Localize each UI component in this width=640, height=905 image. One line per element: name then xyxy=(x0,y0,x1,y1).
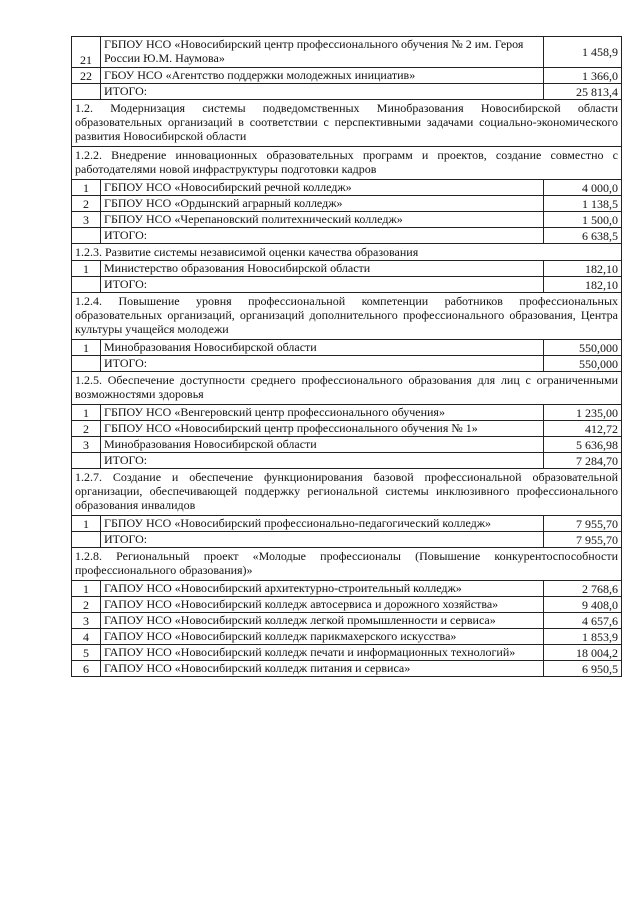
organization-name: ГБОУ НСО «Агентство поддержки молодежных инициатив» xyxy=(101,68,544,84)
section-header-row xyxy=(72,100,622,147)
total-label: ИТОГО: xyxy=(101,84,544,100)
table-row xyxy=(72,340,622,356)
total-number-cell xyxy=(72,532,101,548)
table-row xyxy=(72,405,622,421)
total-number-cell xyxy=(72,277,101,293)
section-header-row xyxy=(72,244,622,261)
total-amount: 550,000 xyxy=(544,356,622,372)
amount-cell: 1 235,00 xyxy=(544,405,622,421)
section-title: 1.2.3. Развитие системы независимой оценки качества образования xyxy=(72,244,622,261)
section-title: 1.2.4. Повышение уровня профессиональной компетенции работников профессиональных образовательных организаций, организаций дополнительного профессионального образования, Центра культуры учащейся молодежи xyxy=(72,293,622,340)
organization-name: Минобразования Новосибирской области xyxy=(101,437,544,453)
amount-cell: 1 853,9 xyxy=(544,629,622,645)
row-number: 1 xyxy=(72,180,101,196)
row-number: 6 xyxy=(72,661,101,677)
organization-name: ГБПОУ НСО «Черепановский политехнический колледж» xyxy=(101,212,544,228)
section-title: 1.2. Модернизация системы подведомственных Минобразования Новосибирской области образовательных организаций в соответствии с перспективными задачами социально-экономического развития Новосибирской области xyxy=(72,100,622,147)
amount-cell: 5 636,98 xyxy=(544,437,622,453)
amount-cell: 1 500,0 xyxy=(544,212,622,228)
total-amount: 182,10 xyxy=(544,277,622,293)
organization-name: ГАПОУ НСО «Новосибирский колледж легкой промышленности и сервиса» xyxy=(101,613,544,629)
section-title: 1.2.7. Создание и обеспечение функционирования базовой профессиональной образовательной организации, обеспечивающей поддержку региональной системы инклюзивного профессионального образования инвалидов xyxy=(72,469,622,516)
row-number: 2 xyxy=(72,421,101,437)
total-label: ИТОГО: xyxy=(101,453,544,469)
total-number-cell xyxy=(72,453,101,469)
total-row xyxy=(72,84,622,100)
table-row xyxy=(72,437,622,453)
total-row xyxy=(72,356,622,372)
total-amount: 6 638,5 xyxy=(544,228,622,244)
table-row xyxy=(72,212,622,228)
total-row xyxy=(72,228,622,244)
total-number-cell xyxy=(72,228,101,244)
total-amount: 25 813,4 xyxy=(544,84,622,100)
total-row xyxy=(72,277,622,293)
row-number: 1 xyxy=(72,405,101,421)
organization-name: ГАПОУ НСО «Новосибирский колледж печати и информационных технологий» xyxy=(101,645,544,661)
amount-cell: 182,10 xyxy=(544,261,622,277)
row-number: 2 xyxy=(72,597,101,613)
row-number: 3 xyxy=(72,613,101,629)
organization-name: ГБПОУ НСО «Венгеровский центр профессионального обучения» xyxy=(101,405,544,421)
organization-name: ГАПОУ НСО «Новосибирский колледж парикмахерского искусства» xyxy=(101,629,544,645)
total-label: ИТОГО: xyxy=(101,532,544,548)
organization-name: ГАПОУ НСО «Новосибирский колледж питания и сервиса» xyxy=(101,661,544,677)
section-header-row xyxy=(72,147,622,180)
section-header-row xyxy=(72,548,622,581)
organization-name: ГБПОУ НСО «Новосибирский центр профессионального обучения № 2 им. Героя России Ю.М. Наумова» xyxy=(101,37,544,68)
table-row xyxy=(72,68,622,84)
row-number: 1 xyxy=(72,261,101,277)
table-row xyxy=(72,516,622,532)
table-row xyxy=(72,261,622,277)
total-amount: 7 284,70 xyxy=(544,453,622,469)
total-label: ИТОГО: xyxy=(101,356,544,372)
total-row xyxy=(72,453,622,469)
row-number: 22 xyxy=(72,68,101,84)
amount-cell: 18 004,2 xyxy=(544,645,622,661)
funding-table-body xyxy=(72,37,622,677)
amount-cell: 1 138,5 xyxy=(544,196,622,212)
organization-name: Министерство образования Новосибирской области xyxy=(101,261,544,277)
funding-table xyxy=(71,36,622,677)
table-row xyxy=(72,597,622,613)
total-label: ИТОГО: xyxy=(101,277,544,293)
document-page xyxy=(71,36,621,677)
organization-name: ГАПОУ НСО «Новосибирский колледж автосервиса и дорожного хозяйства» xyxy=(101,597,544,613)
total-number-cell xyxy=(72,356,101,372)
total-amount: 7 955,70 xyxy=(544,532,622,548)
amount-cell: 4 000,0 xyxy=(544,180,622,196)
amount-cell: 9 408,0 xyxy=(544,597,622,613)
row-number: 1 xyxy=(72,516,101,532)
section-title: 1.2.8. Региональный проект «Молодые профессионалы (Повышение конкурентоспособности профессионального образования)» xyxy=(72,548,622,581)
amount-cell: 6 950,5 xyxy=(544,661,622,677)
total-label: ИТОГО: xyxy=(101,228,544,244)
row-number: 21 xyxy=(72,37,101,68)
amount-cell: 550,000 xyxy=(544,340,622,356)
amount-cell: 1 366,0 xyxy=(544,68,622,84)
section-header-row xyxy=(72,293,622,340)
organization-name: ГБПОУ НСО «Новосибирский речной колледж» xyxy=(101,180,544,196)
amount-cell: 1 458,9 xyxy=(544,37,622,68)
total-row xyxy=(72,532,622,548)
table-row xyxy=(72,629,622,645)
section-title: 1.2.2. Внедрение инновационных образовательных программ и проектов, создание совместно с работодателями новой инфраструктуры подготовки кадров xyxy=(72,147,622,180)
row-number: 5 xyxy=(72,645,101,661)
table-row xyxy=(72,645,622,661)
table-row xyxy=(72,196,622,212)
table-row xyxy=(72,613,622,629)
table-row xyxy=(72,661,622,677)
row-number: 3 xyxy=(72,437,101,453)
row-number: 1 xyxy=(72,340,101,356)
row-number: 1 xyxy=(72,581,101,597)
organization-name: ГБПОУ НСО «Новосибирский центр профессионального обучения № 1» xyxy=(101,421,544,437)
table-row xyxy=(72,581,622,597)
organization-name: ГБПОУ НСО «Новосибирский профессионально-педагогический колледж» xyxy=(101,516,544,532)
amount-cell: 2 768,6 xyxy=(544,581,622,597)
table-row xyxy=(72,37,622,68)
organization-name: ГАПОУ НСО «Новосибирский архитектурно-строительный колледж» xyxy=(101,581,544,597)
amount-cell: 7 955,70 xyxy=(544,516,622,532)
amount-cell: 412,72 xyxy=(544,421,622,437)
row-number: 3 xyxy=(72,212,101,228)
table-row xyxy=(72,421,622,437)
organization-name: Минобразования Новосибирской области xyxy=(101,340,544,356)
section-title: 1.2.5. Обеспечение доступности среднего профессионального образования для лиц с ограниченными возможностями здоровья xyxy=(72,372,622,405)
row-number: 4 xyxy=(72,629,101,645)
amount-cell: 4 657,6 xyxy=(544,613,622,629)
total-number-cell xyxy=(72,84,101,100)
organization-name: ГБПОУ НСО «Ордынский аграрный колледж» xyxy=(101,196,544,212)
row-number: 2 xyxy=(72,196,101,212)
section-header-row xyxy=(72,469,622,516)
table-row xyxy=(72,180,622,196)
section-header-row xyxy=(72,372,622,405)
